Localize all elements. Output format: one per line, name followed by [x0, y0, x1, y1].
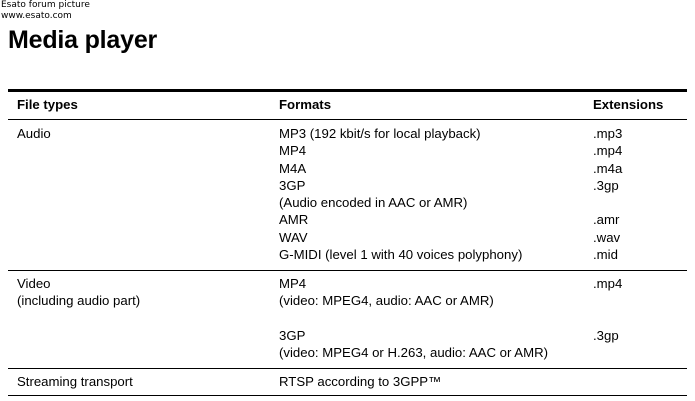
header-divider — [8, 119, 687, 120]
video-type-sub: (including audio part) — [17, 293, 141, 309]
audio-type: Audio — [17, 126, 51, 141]
streaming-type: Streaming transport — [17, 374, 133, 389]
video-extension-item: .3gp — [593, 327, 619, 343]
audio-extension-item: .amr — [593, 212, 620, 228]
streaming-format: RTSP according to 3GPP™ — [279, 374, 442, 389]
row-divider — [8, 368, 687, 369]
audio-extensions — [593, 125, 622, 263]
table-top-rule — [8, 89, 687, 92]
video-format-item: (video: MPEG4, audio: AAC or AMR) — [279, 293, 494, 309]
header-file-types: File types — [17, 97, 78, 112]
audio-formats — [279, 125, 522, 263]
header-formats: Formats — [279, 97, 332, 112]
audio-format-item: AMR — [279, 212, 309, 228]
audio-extension-item: .mid — [593, 247, 618, 263]
watermark-line-1: Esato forum picture — [1, 0, 90, 10]
video-format-item: (video: MPEG4 or H.263, audio: AAC or AMR) — [279, 345, 548, 361]
audio-extension-item — [593, 194, 622, 211]
table-bottom-rule — [8, 395, 687, 396]
audio-format-item: MP3 (192 kbit/s for local playback) — [279, 126, 481, 141]
audio-extension-item: .mp3 — [593, 126, 623, 141]
watermark — [1, 0, 90, 22]
video-formats — [279, 275, 548, 361]
audio-format-item: G-MIDI (level 1 with 40 voices polyphony) — [279, 247, 523, 263]
audio-format-item: M4A — [279, 160, 307, 176]
video-type — [17, 275, 140, 310]
header-extensions: Extensions — [593, 97, 664, 112]
page-title: Media player — [8, 26, 158, 54]
video-format-item: 3GP — [279, 327, 306, 343]
audio-extension-item: .wav — [593, 229, 621, 245]
watermark-line-2: www.esato.com — [1, 11, 72, 21]
audio-extension-item: .3gp — [593, 177, 619, 193]
video-type-label: Video — [17, 276, 51, 291]
video-format-item: MP4 — [279, 276, 307, 291]
audio-extension-item: .m4a — [593, 160, 623, 176]
audio-extension-item: .mp4 — [593, 143, 623, 159]
video-extensions — [593, 275, 622, 344]
row-divider — [8, 270, 687, 271]
audio-format-item: MP4 — [279, 143, 307, 159]
audio-format-item: (Audio encoded in AAC or AMR) — [279, 195, 468, 211]
audio-format-item: WAV — [279, 229, 308, 245]
audio-format-item: 3GP — [279, 177, 306, 193]
video-extension-item: .mp4 — [593, 276, 623, 291]
